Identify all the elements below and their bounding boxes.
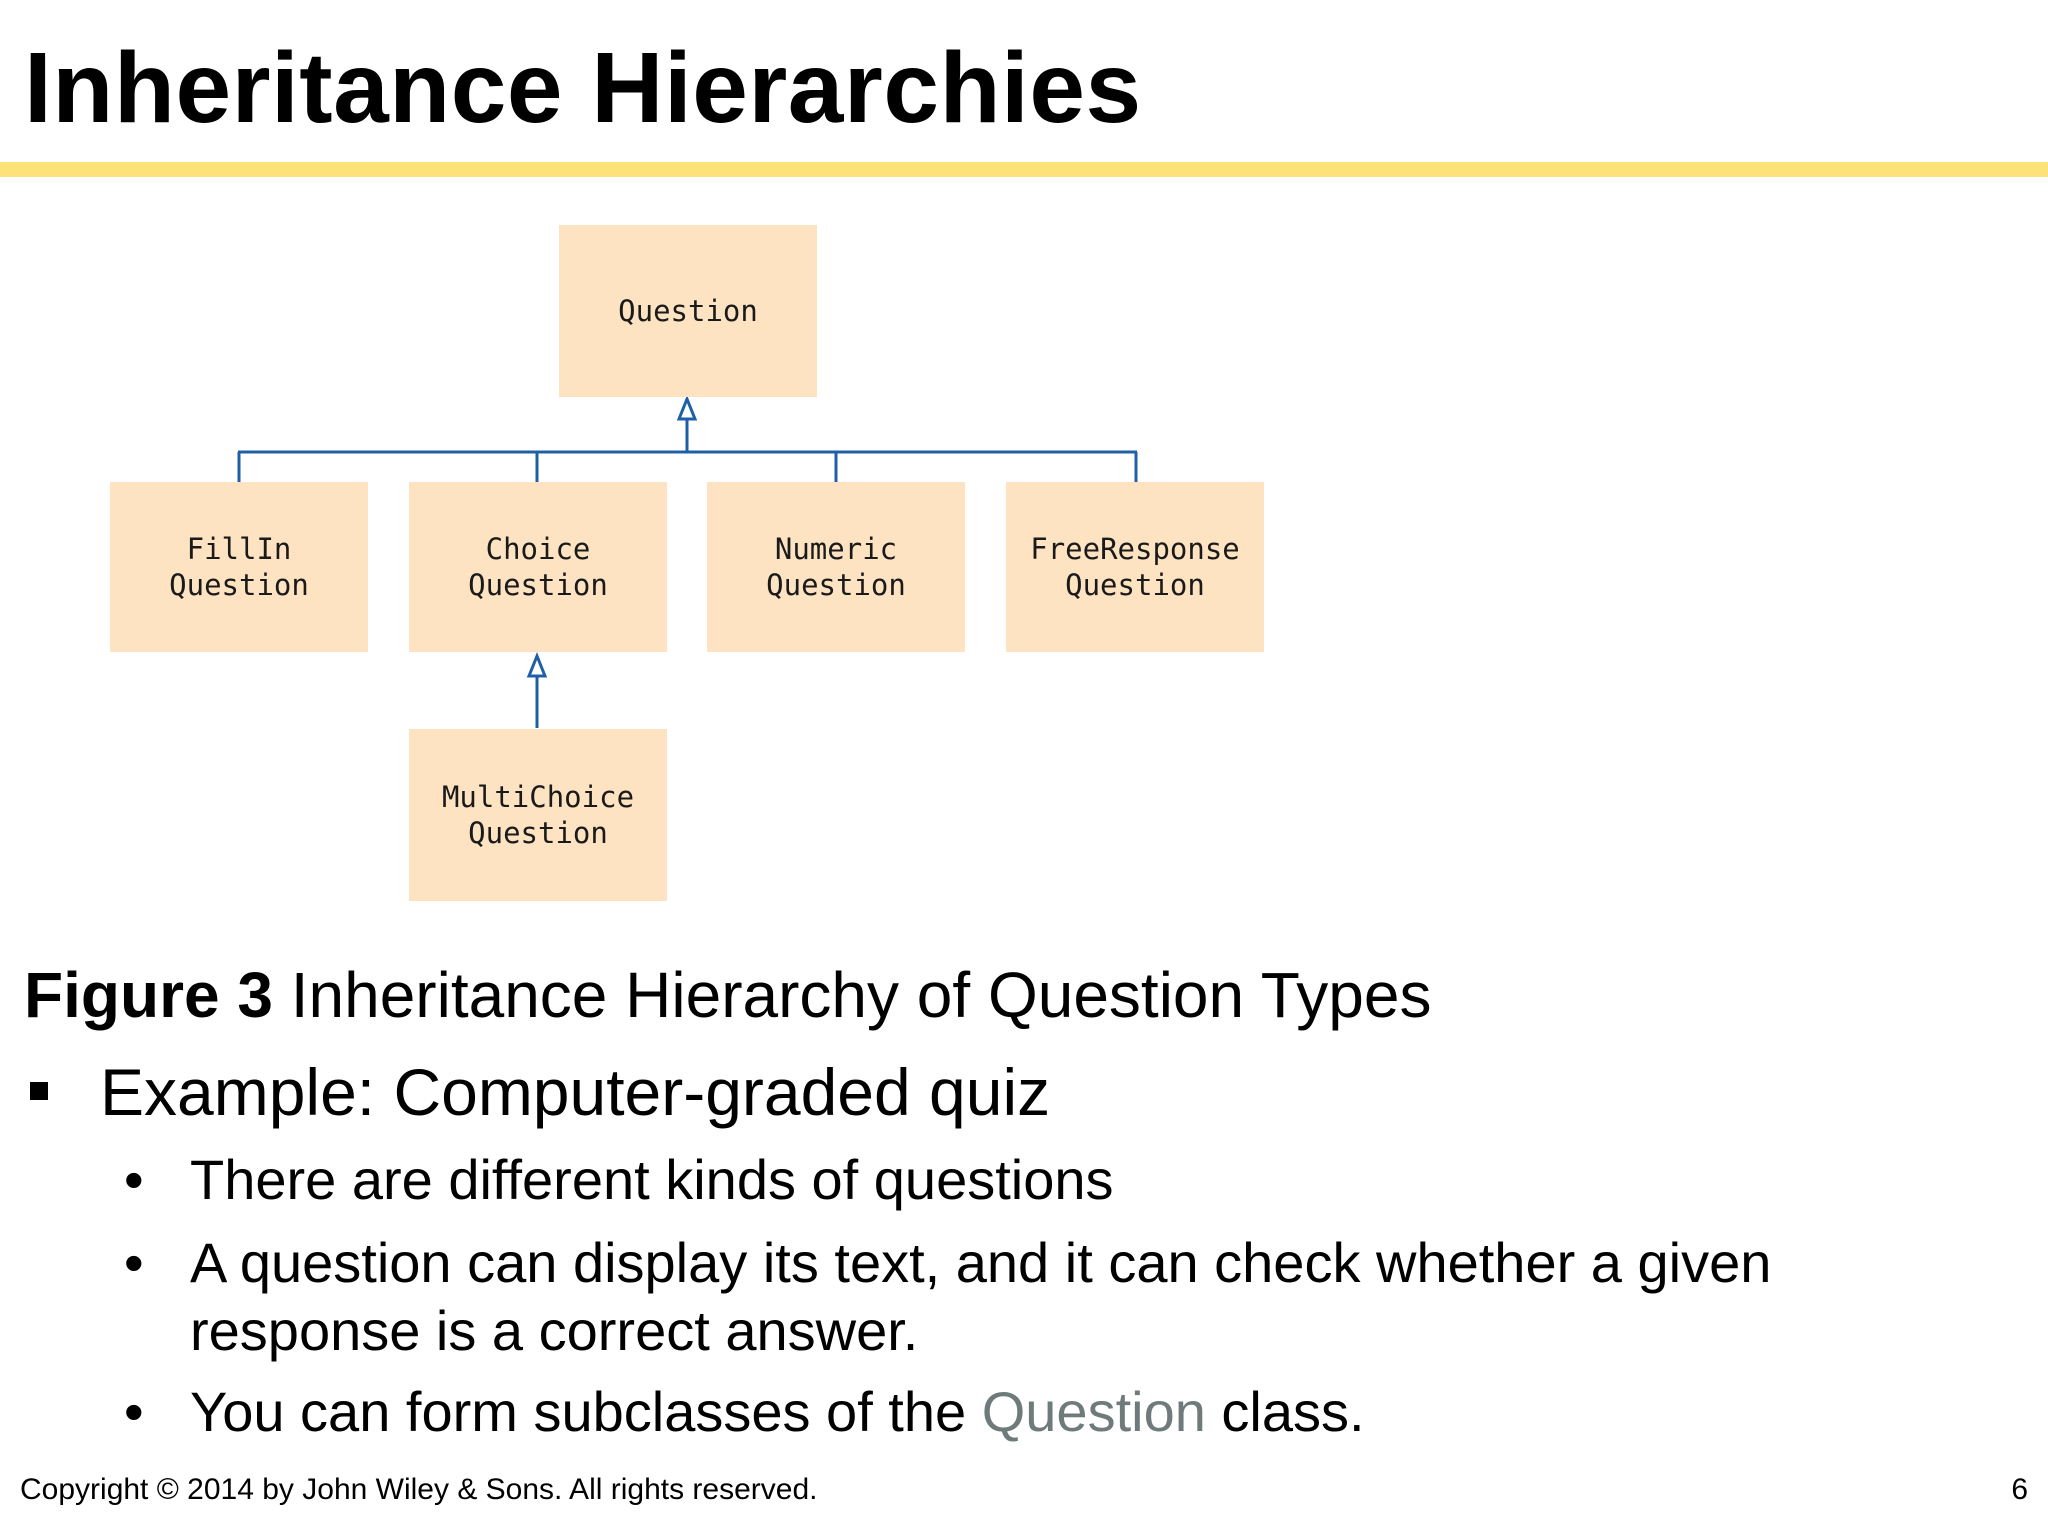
- bullet-main-text: Example: Computer-graded quiz: [100, 1055, 1051, 1129]
- figure-label: Figure 3: [24, 959, 273, 1031]
- class-box-question: [559, 225, 817, 397]
- figure-caption: [24, 955, 1431, 1035]
- sub-bullet-text: [190, 1378, 1365, 1446]
- class-box-choice-question: [409, 482, 667, 652]
- class-box-numeric-question: [707, 482, 965, 652]
- class-name-line2: Question: [766, 568, 906, 602]
- class-name-line2: Question: [468, 816, 608, 850]
- sub-bullet-text-post: class.: [1205, 1380, 1365, 1443]
- class-name: Question: [618, 294, 758, 328]
- class-name-line2: Question: [1065, 568, 1205, 602]
- figure-caption-text: Inheritance Hierarchy of Question Types: [290, 959, 1432, 1031]
- dot-bullet-icon: •: [124, 1380, 144, 1443]
- dot-bullet-icon: •: [124, 1231, 144, 1294]
- code-reference: Question: [981, 1380, 1206, 1443]
- sub-bullet-text: There are different kinds of questions: [190, 1148, 1114, 1211]
- class-name-line1: FreeResponse: [1030, 532, 1240, 566]
- square-bullet-icon: [30, 1082, 48, 1100]
- class-name-line1: FillIn: [186, 532, 292, 566]
- inheritance-arrow-choice: [529, 656, 545, 676]
- class-box-multichoice-question: [409, 729, 667, 901]
- class-box-freeresponse-question: [1006, 482, 1264, 652]
- copyright-footer: Copyright © 2014 by John Wiley & Sons. All rights reserved.: [20, 1473, 818, 1506]
- class-name-line1: MultiChoice: [441, 780, 635, 814]
- slide-title: Inheritance Hierarchies: [24, 32, 1142, 144]
- page-number: 6: [2011, 1473, 2028, 1506]
- class-name-line1: Choice: [485, 532, 591, 566]
- inheritance-arrow-root: [679, 399, 695, 419]
- class-name-line2: Question: [468, 568, 608, 602]
- sub-bullet-text-line1: A question can display its text, and it can check whether a given: [190, 1231, 1772, 1294]
- sub-bullet-text-line2: response is a correct answer.: [190, 1299, 919, 1362]
- dot-bullet-icon: •: [124, 1148, 144, 1211]
- sub-bullet-text-pre: You can form subclasses of the: [190, 1380, 982, 1443]
- class-box-fillin-question: [110, 482, 368, 652]
- class-name-line2: Question: [169, 568, 309, 602]
- class-name-line1: Numeric: [774, 532, 898, 566]
